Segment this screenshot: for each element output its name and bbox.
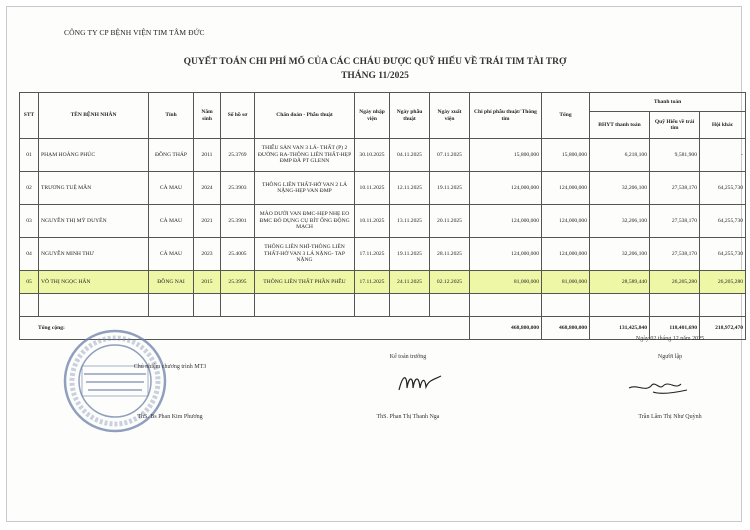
preparer-name: Trần Lâm Thị Như Quỳnh <box>638 414 702 420</box>
header-province: Tỉnh <box>149 93 194 139</box>
chief-accountant-title: Kế toán trưởng <box>389 354 427 360</box>
company-name: CÔNG TY CP BỆNH VIỆN TIM TÂM ĐỨC <box>64 28 205 37</box>
header-stt: STT <box>20 93 39 139</box>
total-total: 468,800,000 <box>542 317 590 340</box>
cell-hoi-khac: 64,255,730 <box>700 205 746 238</box>
total-fund: 118,401,690 <box>650 317 700 340</box>
header-birth-year: Năm sinh <box>194 93 221 139</box>
cell-hoi-khac: 64,255,730 <box>700 172 746 205</box>
cell-fund: 26,205,280 <box>650 271 700 294</box>
cell-surgery-cost: 15,800,000 <box>470 139 542 172</box>
cell-record-no: 25.3769 <box>221 139 255 172</box>
table-row-highlighted <box>20 271 746 294</box>
header-fund: Quỹ Hiếu về trái tim <box>650 112 700 139</box>
cell-diagnosis: THIỂU SẢN VAN 3 LÁ- THẤT (P) 2 ĐƯỜNG RA-THÔNG LIÊN THẤT-HẸP ĐMP ĐÃ PT GLENN <box>255 139 355 172</box>
table-row <box>20 139 746 172</box>
cell-surgery-date: 13.11.2025 <box>390 205 430 238</box>
date-line: Ngày 02 tháng 12 năm 2025 <box>635 336 705 342</box>
cell-name: NGUYỄN THỊ MỸ DUYÊN <box>39 205 149 238</box>
cell-admit-date: 10.11.2025 <box>355 205 390 238</box>
cell-name: PHẠM HOÀNG PHÚC <box>39 139 149 172</box>
header-name: TÊN BỆNH NHÂN <box>39 93 149 139</box>
preparer-signature-icon <box>625 374 695 398</box>
cell-name: NGUYỄN MINH THƯ <box>39 238 149 271</box>
total-hoi-khac: 218,972,470 <box>700 317 746 340</box>
cell-surgery-date: 19.11.2025 <box>390 238 430 271</box>
cell-total: 15,800,000 <box>542 139 590 172</box>
cell-total: 81,000,000 <box>542 271 590 294</box>
cell-name: VÕ THỊ NGỌC HÂN <box>39 271 149 294</box>
header-diagnosis: Chẩn đoán - Phẫu thuật <box>255 93 355 139</box>
cell-province: CÀ MAU <box>149 238 194 271</box>
table-header-row <box>20 93 746 112</box>
cell-total: 124,000,000 <box>542 205 590 238</box>
cell-bhyt: 32,206,100 <box>590 238 650 271</box>
preparer-title: Người lập <box>657 354 683 360</box>
cell-surgery-cost: 81,000,000 <box>470 271 542 294</box>
cell-province: CÀ MAU <box>149 172 194 205</box>
cell-stt: 01 <box>20 139 39 172</box>
cell-surgery-cost: 124,000,000 <box>470 205 542 238</box>
cell-birth-year: 2023 <box>194 238 221 271</box>
cell-bhyt: 6,218,100 <box>590 139 650 172</box>
table-row <box>20 205 746 238</box>
table-row <box>20 238 746 271</box>
cell-birth-year: 2011 <box>194 139 221 172</box>
cell-hoi-khac: 26,205,280 <box>700 271 746 294</box>
cell-total: 124,000,000 <box>542 172 590 205</box>
cell-total: 124,000,000 <box>542 238 590 271</box>
chief-accountant-signature-icon <box>395 370 445 396</box>
program-lead-title: Chủ nhiệm chương trình MT3 <box>133 364 207 370</box>
document-title: QUYẾT TOÁN CHI PHÍ MỔ CỦA CÁC CHÁU ĐƯỢC QUỸ HIẾU VỀ TRÁI TIM TÀI TRỢ <box>183 57 567 67</box>
cell-record-no: 25.3903 <box>221 172 255 205</box>
cell-stt: 03 <box>20 205 39 238</box>
cell-stt: 05 <box>20 271 39 294</box>
document-subtitle: THÁNG 11/2025 <box>341 71 409 81</box>
cell-name: TRƯƠNG TUỆ MẪN <box>39 172 149 205</box>
cell-discharge-date: 20.11.2025 <box>430 205 470 238</box>
cell-admit-date: 30.10.2025 <box>355 139 390 172</box>
cell-diagnosis: THÔNG LIÊN THẤT-HỞ VAN 2 LÁ NẶNG-HẸP VAN ĐMP <box>255 172 355 205</box>
header-total: Tổng <box>542 93 590 139</box>
cell-fund: 27,538,170 <box>650 205 700 238</box>
cell-admit-date: 17.11.2025 <box>355 271 390 294</box>
cell-fund: 27,538,170 <box>650 238 700 271</box>
cell-surgery-cost: 124,000,000 <box>470 238 542 271</box>
cell-stt: 02 <box>20 172 39 205</box>
total-bhyt: 131,425,840 <box>590 317 650 340</box>
cell-birth-year: 2021 <box>194 205 221 238</box>
header-bhyt: BHYT thanh toán <box>590 112 650 139</box>
settlement-table <box>19 92 746 340</box>
cell-diagnosis: MÀO DƯỚI VAN ĐMC-HẸP NHẸ EO ĐMC ĐÓ DỤNG CỤ BÍT ỐNG ĐỘNG MẠCH <box>255 205 355 238</box>
program-lead-name: ThS. Bs Phan Kim Phương <box>137 414 203 420</box>
cell-record-no: 25.3995 <box>221 271 255 294</box>
cell-surgery-date: 04.11.2025 <box>390 139 430 172</box>
cell-diagnosis: THÔNG LIÊN THẤT PHẦN PHỄU <box>255 271 355 294</box>
chief-accountant-name: ThS. Phan Thị Thanh Nga <box>376 414 440 420</box>
cell-province: ĐỒNG THÁP <box>149 139 194 172</box>
cell-bhyt: 32,206,100 <box>590 205 650 238</box>
cell-surgery-cost: 124,000,000 <box>470 172 542 205</box>
cell-record-no: 25.3901 <box>221 205 255 238</box>
cell-admit-date: 17.11.2025 <box>355 238 390 271</box>
cell-discharge-date: 02.12.2025 <box>430 271 470 294</box>
cell-fund: 9,581,900 <box>650 139 700 172</box>
header-hoi-khac: Hội khác <box>700 112 746 139</box>
header-surgery-cost: Chi phí phẫu thuật/ Thông tim <box>470 93 542 139</box>
table-row <box>20 172 746 205</box>
cell-admit-date: 10.11.2025 <box>355 172 390 205</box>
cell-birth-year: 2024 <box>194 172 221 205</box>
cell-surgery-date: 24.11.2025 <box>390 271 430 294</box>
header-discharge-date: Ngày xuất viện <box>430 93 470 139</box>
total-surgery-cost: 468,800,000 <box>470 317 542 340</box>
cell-stt: 04 <box>20 238 39 271</box>
header-record-no: Số hồ sơ <box>221 93 255 139</box>
cell-province: CÀ MAU <box>149 205 194 238</box>
header-surgery-date: Ngày phẫu thuật <box>390 93 430 139</box>
cell-bhyt: 32,206,100 <box>590 172 650 205</box>
cell-hoi-khac: - <box>700 139 746 172</box>
cell-province: ĐỒNG NAI <box>149 271 194 294</box>
cell-fund: 27,538,170 <box>650 172 700 205</box>
header-payment: Thanh toán <box>590 93 746 112</box>
cell-discharge-date: 28.11.2025 <box>430 238 470 271</box>
cell-record-no: 25.4005 <box>221 238 255 271</box>
cell-diagnosis: THÔNG LIÊN NHĨ-THÔNG LIÊN THẤT-HỞ VAN 3 LÁ NẶNG- TAP NẶNG <box>255 238 355 271</box>
table-row-empty <box>20 294 746 317</box>
cell-discharge-date: 19.11.2025 <box>430 172 470 205</box>
cell-hoi-khac: 64,255,730 <box>700 238 746 271</box>
cell-discharge-date: 07.11.2025 <box>430 139 470 172</box>
header-admit-date: Ngày nhập viện <box>355 93 390 139</box>
cell-bhyt: 28,589,440 <box>590 271 650 294</box>
total-label: Tổng cộng: <box>20 317 470 340</box>
cell-surgery-date: 12.11.2025 <box>390 172 430 205</box>
cell-birth-year: 2015 <box>194 271 221 294</box>
